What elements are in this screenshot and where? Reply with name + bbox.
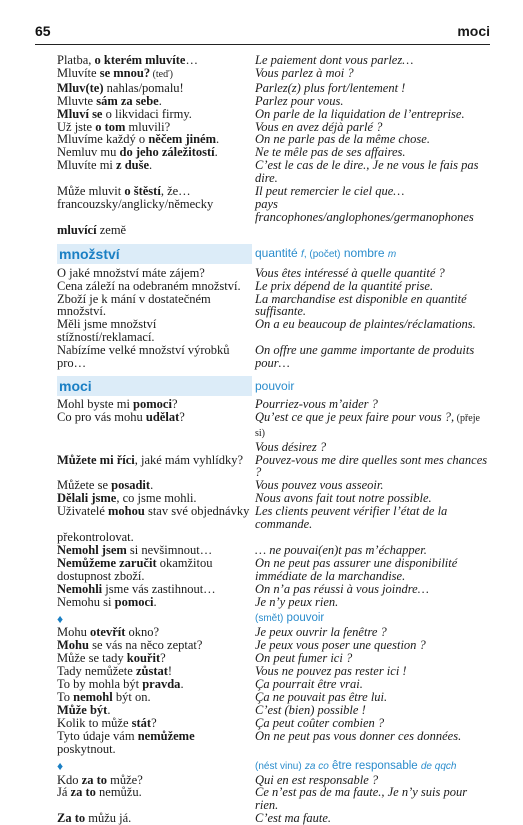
section-translation: pouvoir (255, 376, 490, 396)
entry-row (57, 198, 490, 224)
french-phrase: Le paiement dont vous parlez… (255, 54, 490, 67)
french-phrase: Vous pouvez vous asseoir. (255, 479, 490, 492)
czech-phrase: pro… (57, 357, 252, 370)
czech-phrase: Už jste o tom mluvili? (57, 121, 252, 134)
czech-phrase: Můžete mi říci, jaké mám vyhlídky? (57, 454, 252, 480)
czech-phrase: stížností/reklamací. (57, 331, 252, 344)
dictionary-content (57, 54, 490, 825)
czech-phrase: Může mluvit o štěstí, že… (57, 185, 252, 198)
czech-phrase: Co pro vás mohu udělat? (57, 411, 252, 441)
czech-phrase: Tady nemůžete zůstat! (57, 665, 252, 678)
french-phrase: Qui en est responsable ? (255, 774, 490, 787)
czech-phrase: Tyto údaje vám nemůžeme (57, 730, 252, 743)
czech-phrase: Nemohu si pomoci. (57, 596, 252, 609)
french-phrase: On ne peut pas assurer une disponibilité (255, 557, 490, 570)
entry-row (57, 786, 490, 812)
czech-phrase: To nemohl být on. (57, 691, 252, 704)
gender-label-2: m (388, 249, 396, 260)
czech-phrase: Mluv(te) nahlas/pomalu! (57, 82, 252, 95)
czech-phrase: Já za to nemůžu. (57, 786, 252, 812)
entry-row (57, 411, 490, 441)
french-phrase: Ne te mêle pas de ses affaires. (255, 146, 490, 159)
entry-row (57, 159, 490, 185)
headword-fr-2: nombre (344, 246, 385, 260)
czech-phrase: Kdo za to může? (57, 774, 252, 787)
french-phrase: … ne pouvai(en)t pas m’échapper. (255, 544, 490, 557)
entry-row (57, 505, 490, 531)
french-phrase: Vous désirez ? (255, 441, 490, 454)
french-phrase: Ce n’est pas de ma faute., Je n’y suis pour rien. (255, 786, 490, 812)
french-phrase (255, 224, 490, 237)
czech-phrase: Mluvíte mi z duše. (57, 159, 252, 185)
section-title: množství (57, 244, 252, 264)
usage-note: (přeje si) (255, 413, 480, 439)
running-head: moci (457, 23, 490, 39)
french-phrase: On peut fumer ici ? (255, 652, 490, 665)
entry-row (57, 454, 490, 480)
french-phrase: Qu’est ce que je peux faire pour vous ?, (přeje si) (255, 411, 490, 441)
sense-label: (počet) (309, 249, 340, 260)
entry-row (57, 812, 490, 825)
french-phrase: Parlez(z) plus fort/lentement ! (255, 82, 490, 95)
czech-phrase: poskytnout. (57, 743, 252, 756)
czech-phrase: Mluvíte se mnou? (teď) (57, 67, 252, 82)
czech-phrase: Mohu otevřít okno? (57, 626, 252, 639)
entry-row (57, 67, 490, 82)
french-phrase: Il peut remercier le ciel que… (255, 185, 490, 198)
czech-phrase: Nabízíme velké množství výrobků (57, 344, 252, 357)
czech-phrase: mluvící země (57, 224, 252, 237)
french-phrase: Vous êtes intéressé à quelle quantité ? (255, 267, 490, 280)
subsense-entries-nest-vinu (57, 774, 490, 825)
czech-phrase: Nemohl jsem si nevšimnout… (57, 544, 252, 557)
section-header-mnozstvi (57, 243, 490, 265)
french-phrase: Je n’y peux rien. (255, 596, 490, 609)
bullet-icon: ♦ (57, 759, 252, 773)
entry-row (57, 743, 490, 756)
french-phrase: C’est le cas de le dire., Je ne vous le fais pas dire. (255, 159, 490, 185)
subsense-header-nest-vinu (57, 759, 490, 774)
czech-phrase: Mohu se vás na něco zeptat? (57, 639, 252, 652)
french-phrase: Vous ne pouvez pas rester ici ! (255, 665, 490, 678)
czech-phrase: O jaké množství máte zájem? (57, 267, 252, 280)
czech-phrase: množství. (57, 305, 252, 318)
czech-phrase: Mluvte sám za sebe. (57, 95, 252, 108)
french-phrase: Ça peut coûter combien ? (255, 717, 490, 730)
czech-phrase: překontrolovat. (57, 531, 252, 544)
page-number: 65 (35, 23, 51, 39)
fr-object: de qqch (421, 761, 457, 772)
french-phrase: On ne parle pas de la même chose. (255, 133, 490, 146)
french-phrase: Je peux vous poser une question ? (255, 639, 490, 652)
french-phrase: On n’a pas réussi à vous joindre… (255, 583, 490, 596)
section-translation: quantité f, (počet) nombre m (255, 243, 490, 265)
czech-phrase: Dělali jsme, co jsme mohli. (57, 492, 252, 505)
french-phrase (255, 743, 490, 756)
entry-row (57, 730, 490, 743)
intro-entries (57, 54, 490, 237)
subsense-entries-smet (57, 626, 490, 755)
french-phrase: Nous avons fait tout notre possible. (255, 492, 490, 505)
page-header (35, 20, 490, 45)
french-phrase: C’est (bien) possible ! (255, 704, 490, 717)
czech-phrase: Za to můžu já. (57, 812, 252, 825)
french-phrase: immédiate de la marchandise. (255, 570, 490, 583)
czech-phrase: Měli jsme množství (57, 318, 252, 331)
french-phrase: suffisante. (255, 305, 490, 318)
czech-phrase: Mohl byste mi pomoci? (57, 398, 252, 411)
french-phrase: C’est ma faute. (255, 812, 490, 825)
headword-fr: quantité (255, 246, 298, 260)
sense-label: (nést vinu) (255, 761, 302, 772)
french-phrase: Parlez pour vous. (255, 95, 490, 108)
french-phrase: pour… (255, 357, 490, 370)
czech-phrase: Mluví se o likvidaci firmy. (57, 108, 252, 121)
sense-label: (smět) (255, 613, 283, 624)
gender-label: f (301, 249, 304, 260)
french-phrase: Ça ne pouvait pas être lui. (255, 691, 490, 704)
czech-phrase: Cena záleží na odebraném množství. (57, 280, 252, 293)
czech-phrase: Nemluv mu do jeho záležitostí. (57, 146, 252, 159)
entry-row (57, 596, 490, 609)
subsense-word: être responsable (332, 760, 418, 772)
french-phrase: On offre une gamme importante de produits (255, 344, 490, 357)
czech-phrase: Kolik to může stát? (57, 717, 252, 730)
czech-phrase: Mluvíme každý o něčem jiném. (57, 133, 252, 146)
french-phrase: Vous en avez déjà parlé ? (255, 121, 490, 134)
french-phrase: Vous parlez à moi ? (255, 67, 490, 82)
czech-phrase: To by mohla být pravda. (57, 678, 252, 691)
czech-phrase: Může být. (57, 704, 252, 717)
czech-phrase: Nemůžeme zaručit okamžitou (57, 557, 252, 570)
french-phrase: La marchandise est disponible en quantité (255, 293, 490, 306)
french-phrase: Les clients peuvent vérifier l’état de la commande. (255, 505, 490, 531)
czech-phrase: Platba, o kterém mluvíte… (57, 54, 252, 67)
czech-phrase: Nemohli jsme vás zastihnout… (57, 583, 252, 596)
czech-phrase: Můžete se posadit. (57, 479, 252, 492)
french-phrase: Pourriez-vous m’aider ? (255, 398, 490, 411)
french-phrase: On a eu beaucoup de plaintes/réclamations. (255, 318, 490, 331)
czech-phrase: francouzsky/anglicky/německy (57, 198, 252, 224)
french-phrase: pays francophones/anglophones/germanophones (255, 198, 490, 224)
french-phrase: Le prix dépend de la quantité prise. (255, 280, 490, 293)
french-phrase: On ne peut pas vous donner ces données. (255, 730, 490, 743)
czech-phrase: Může se tady kouřit? (57, 652, 252, 665)
french-phrase: Pouvez-vous me dire quelles sont mes chances ? (255, 454, 490, 480)
czech-phrase: dostupnost zboží. (57, 570, 252, 583)
section-title: moci (57, 376, 252, 396)
french-phrase: Ça pourrait être vrai. (255, 678, 490, 691)
subsense-word: pouvoir (287, 612, 325, 624)
section-entries-mnozstvi (57, 267, 490, 370)
czech-phrase: Uživatelé mohou stav své objednávky (57, 505, 252, 531)
cz-object: za co (305, 761, 329, 772)
entry-row (57, 224, 490, 237)
french-phrase: On parle de la liquidation de l’entreprise. (255, 108, 490, 121)
entry-row (57, 357, 490, 370)
section-header-moci (57, 376, 490, 396)
subsense-header-smet (57, 611, 490, 626)
bullet-icon: ♦ (57, 612, 252, 626)
czech-phrase: Zboží je k mání v dostatečném (57, 293, 252, 306)
section-entries-moci (57, 398, 490, 609)
french-phrase: Je peux ouvrir la fenêtre ? (255, 626, 490, 639)
